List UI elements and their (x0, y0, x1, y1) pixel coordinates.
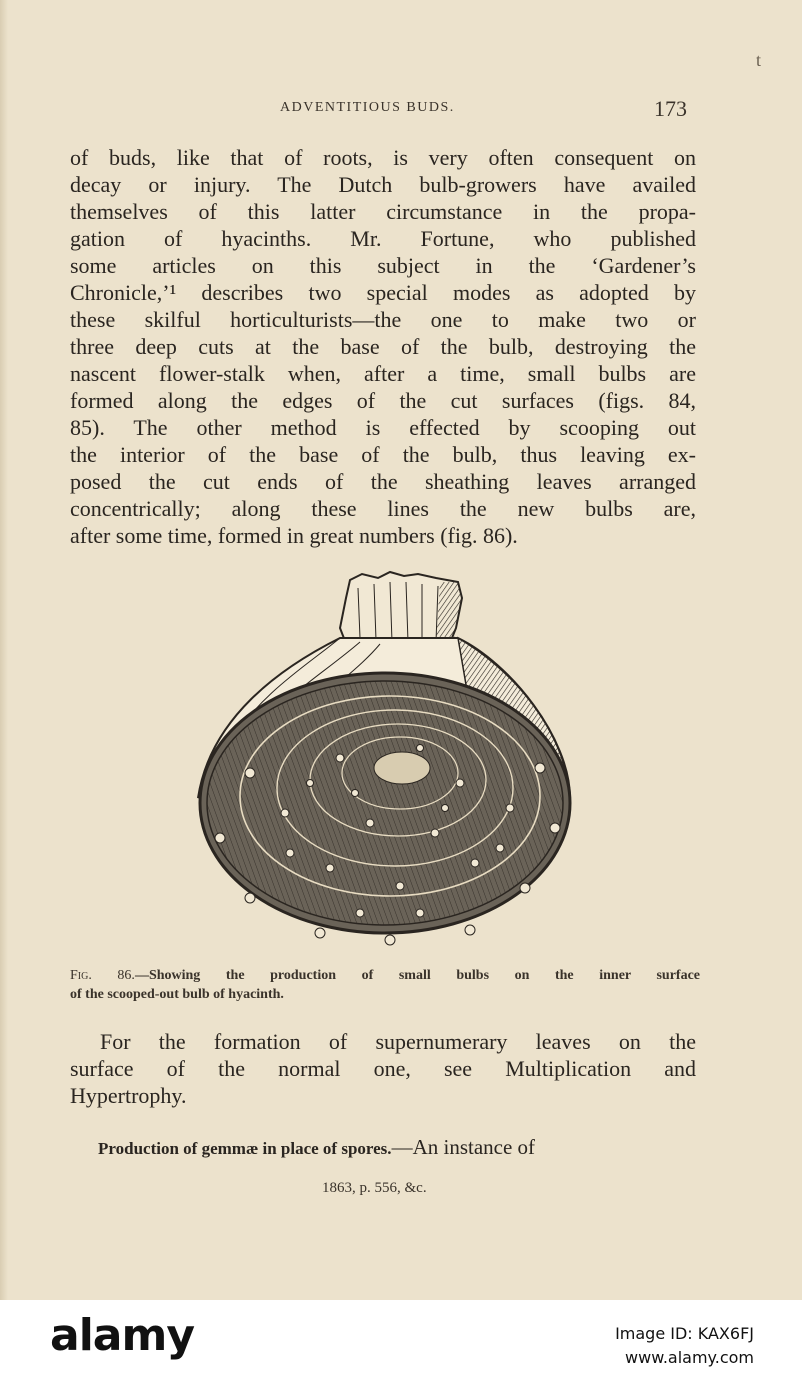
image-id: Image ID: KAX6FJ (615, 1324, 754, 1343)
section-heading: Production of gemmæ in place of spores. (98, 1139, 392, 1158)
page-number: 173 (654, 96, 687, 121)
text-line (98, 1134, 696, 1162)
text-line: the interior of the base of the bulb, thus leaving ex- (70, 442, 696, 467)
paragraph-3 (98, 1134, 696, 1162)
footnote: 1863, p. 556, &c. (322, 1180, 427, 1196)
site-url: www.alamy.com (625, 1348, 754, 1367)
caption-text: —Showing the production of small bulbs on the inner surface (134, 968, 701, 983)
text-line: Chronicle,’¹ describes two special modes as adopted by (70, 280, 696, 305)
watermark-banner (0, 1300, 802, 1390)
running-head: ADVENTITIOUS BUDS. (280, 100, 455, 115)
text-line: 85). The other method is effected by scooping out (70, 415, 696, 440)
paragraph-2 (70, 1028, 696, 1109)
text-line: decay or injury. The Dutch bulb-growers have availed (70, 172, 696, 197)
text-line: three deep cuts at the base of the bulb, destroying the (70, 334, 696, 359)
hyacinth-bulb-illustration (190, 568, 580, 953)
text-line: of buds, like that of roots, is very often consequent on (70, 145, 696, 170)
corner-mark: t (756, 50, 762, 70)
text-line: concentrically; along these lines the new bulbs are, (70, 496, 696, 521)
text-line: nascent flower-stalk when, after a time, small bulbs are (70, 361, 696, 386)
text-line: after some time, formed in great numbers (fig. 86). (70, 523, 518, 548)
paragraph-1 (70, 144, 696, 549)
text-line: posed the cut ends of the sheathing leaves arranged (70, 469, 696, 494)
figure-caption (70, 966, 700, 1004)
page-edge-shadow (0, 0, 8, 1300)
text-line: surface of the normal one, see Multiplication and (70, 1056, 696, 1081)
text-line: these skilful horticulturists—the one to make two or (70, 307, 696, 332)
text-line: themselves of this latter circumstance in the propa- (70, 199, 696, 224)
caption-line-1 (70, 966, 700, 985)
caption-line-2: of the scooped-out bulb of hyacinth. (70, 987, 284, 1002)
text-line: gation of hyacinths. Mr. Fortune, who published (70, 226, 696, 251)
figure-label: Fig. 86. (70, 968, 135, 983)
text-line: formed along the edges of the cut surfaces (figs. 84, (70, 388, 696, 413)
alamy-logo: alamy (50, 1310, 194, 1361)
text-line: For the formation of supernumerary leaves on the (100, 1029, 696, 1054)
section-text: —An instance of (391, 1135, 536, 1159)
text-line: some articles on this subject in the ‘Gardener’s (70, 253, 696, 278)
text-line: Hypertrophy. (70, 1083, 187, 1108)
